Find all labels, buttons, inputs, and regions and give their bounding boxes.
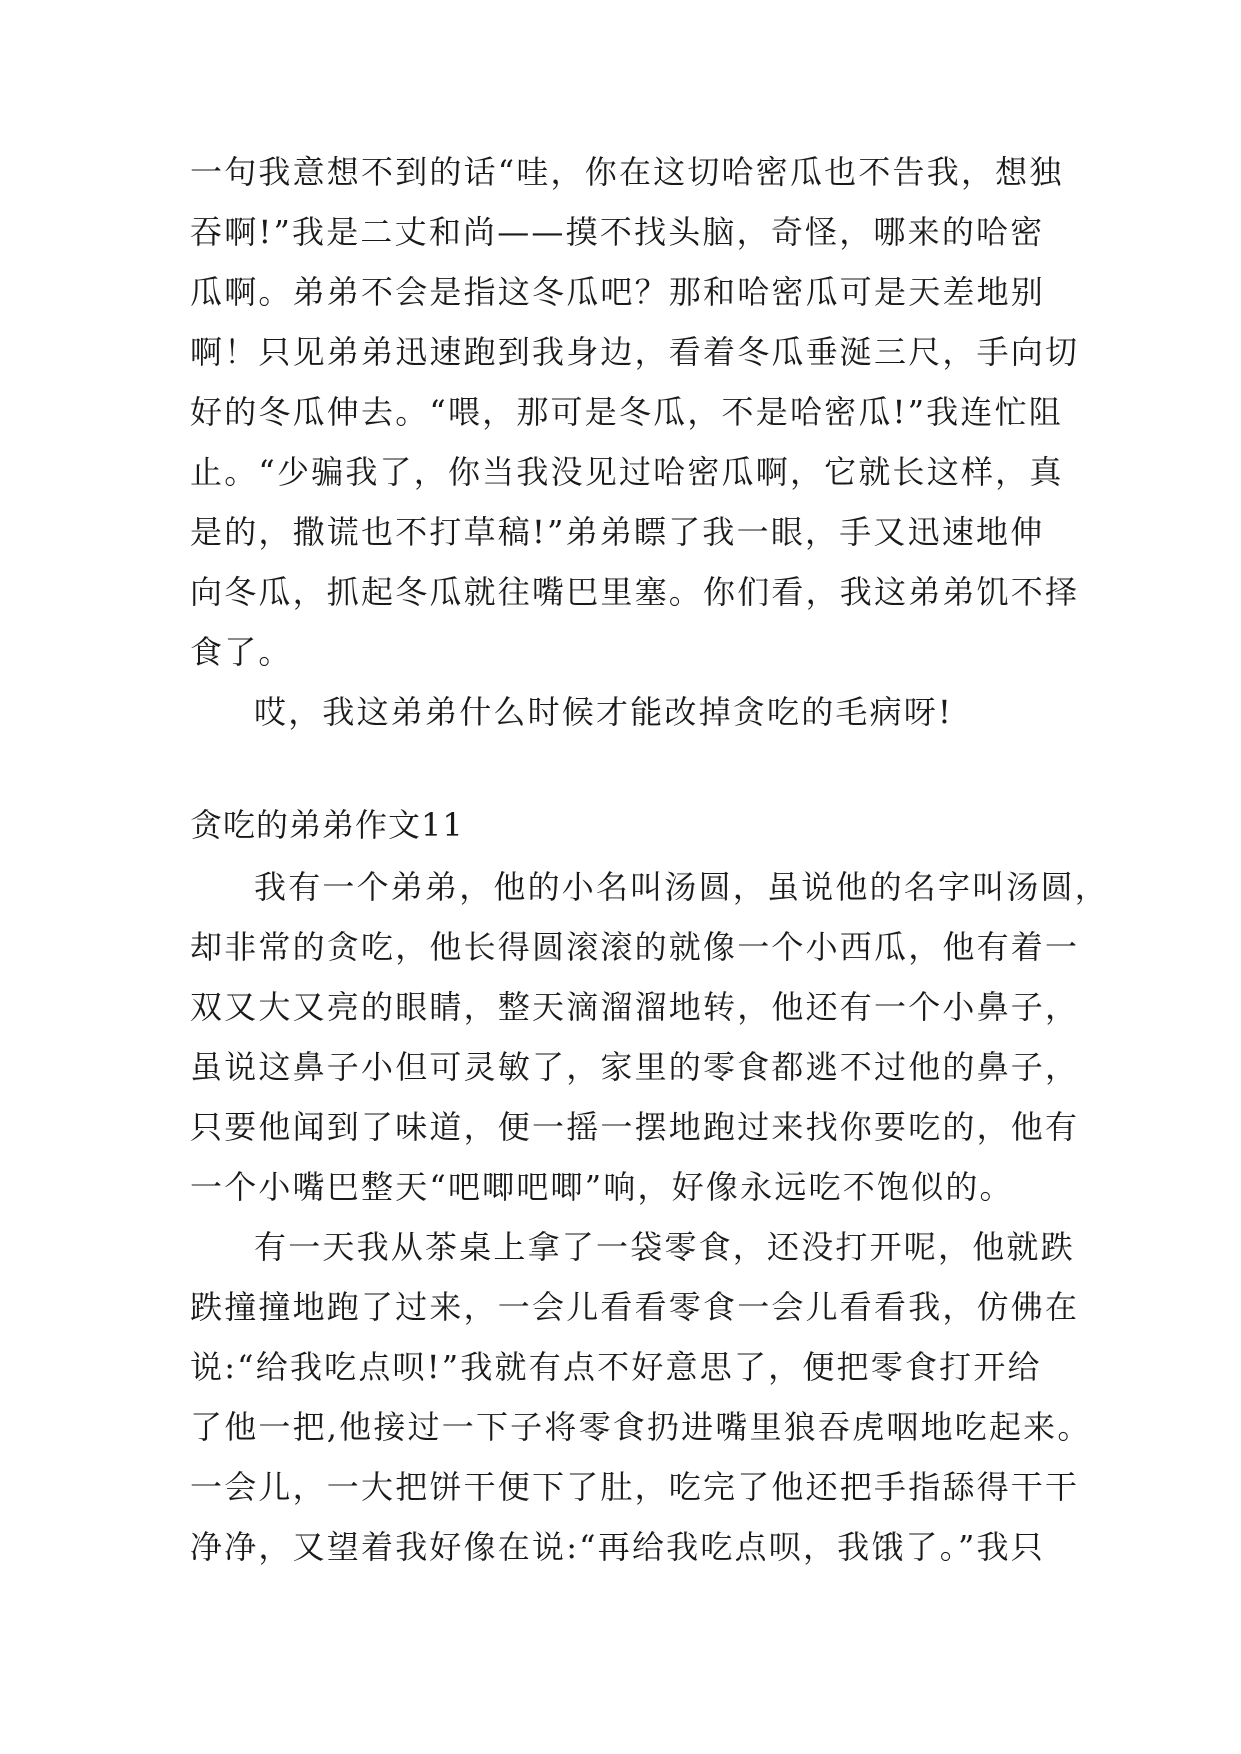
paragraph-line: 说:“给我吃点呗!”我就有点不好意思了，便把零食打开给 <box>190 1348 1042 1386</box>
paragraph-line: 跌撞撞地跑了过来，一会儿看看零食一会儿看看我，仿佛在 <box>190 1288 1080 1326</box>
paragraph-line: 啊！只见弟弟迅速跑到我身边，看着冬瓜垂涎三尺，手向切 <box>190 333 1080 371</box>
paragraph-line: 却非常的贪吃，他长得圆滚滚的就像一个小西瓜，他有着一 <box>190 928 1080 966</box>
paragraph-line: 食了。 <box>190 633 293 671</box>
paragraph-line: 向冬瓜，抓起冬瓜就往嘴巴里塞。你们看，我这弟弟饥不择 <box>190 573 1080 611</box>
closing-line: 哎，我这弟弟什么时候才能改掉贪吃的毛病呀! <box>254 693 954 731</box>
paragraph-line: 瓜啊。弟弟不会是指这冬瓜吧？那和哈密瓜可是天差地别 <box>190 273 1046 311</box>
paragraph-line: 虽说这鼻子小但可灵敏了，家里的零食都逃不过他的鼻子， <box>190 1048 1080 1086</box>
paragraph-line: 好的冬瓜伸去。“喂，那可是冬瓜，不是哈密瓜!”我连忙阻 <box>190 393 1063 431</box>
paragraph-line: 我有一个弟弟，他的小名叫汤圆，虽说他的名字叫汤圆， <box>254 868 1110 906</box>
paragraph-line: 净净，又望着我好像在说:“再给我吃点呗，我饿了。”我只 <box>190 1528 1045 1566</box>
essay-heading: 贪吃的弟弟作文11 <box>190 806 464 844</box>
paragraph-line: 吞啊!”我是二丈和尚——摸不找头脑，奇怪，哪来的哈密 <box>190 213 1045 251</box>
paragraph-line: 有一天我从茶桌上拿了一袋零食，还没打开呢，他就跌 <box>254 1228 1075 1266</box>
paragraph-line: 是的，撒谎也不打草稿!”弟弟瞟了我一眼，手又迅速地伸 <box>190 513 1045 551</box>
paragraph-line: 了他一把,他接过一下子将零食扔进嘴里狼吞虎咽地吃起来。 <box>190 1408 1092 1446</box>
paragraph-line: 一个小嘴巴整天“吧唧吧唧”响，好像永远吃不饱似的。 <box>190 1168 1014 1206</box>
paragraph-line: 一句我意想不到的话“哇，你在这切哈密瓜也不告我，想独 <box>190 153 1064 191</box>
paragraph-line: 双又大又亮的眼睛，整天滴溜溜地转，他还有一个小鼻子， <box>190 988 1080 1026</box>
paragraph-line: 止。“少骗我了，你当我没见过哈密瓜啊，它就长这样，真 <box>190 453 1064 491</box>
paragraph-line: 一会儿，一大把饼干便下了肚，吃完了他还把手指舔得干干 <box>190 1468 1080 1506</box>
paragraph-line: 只要他闻到了味道，便一摇一摆地跑过来找你要吃的，他有 <box>190 1108 1080 1146</box>
